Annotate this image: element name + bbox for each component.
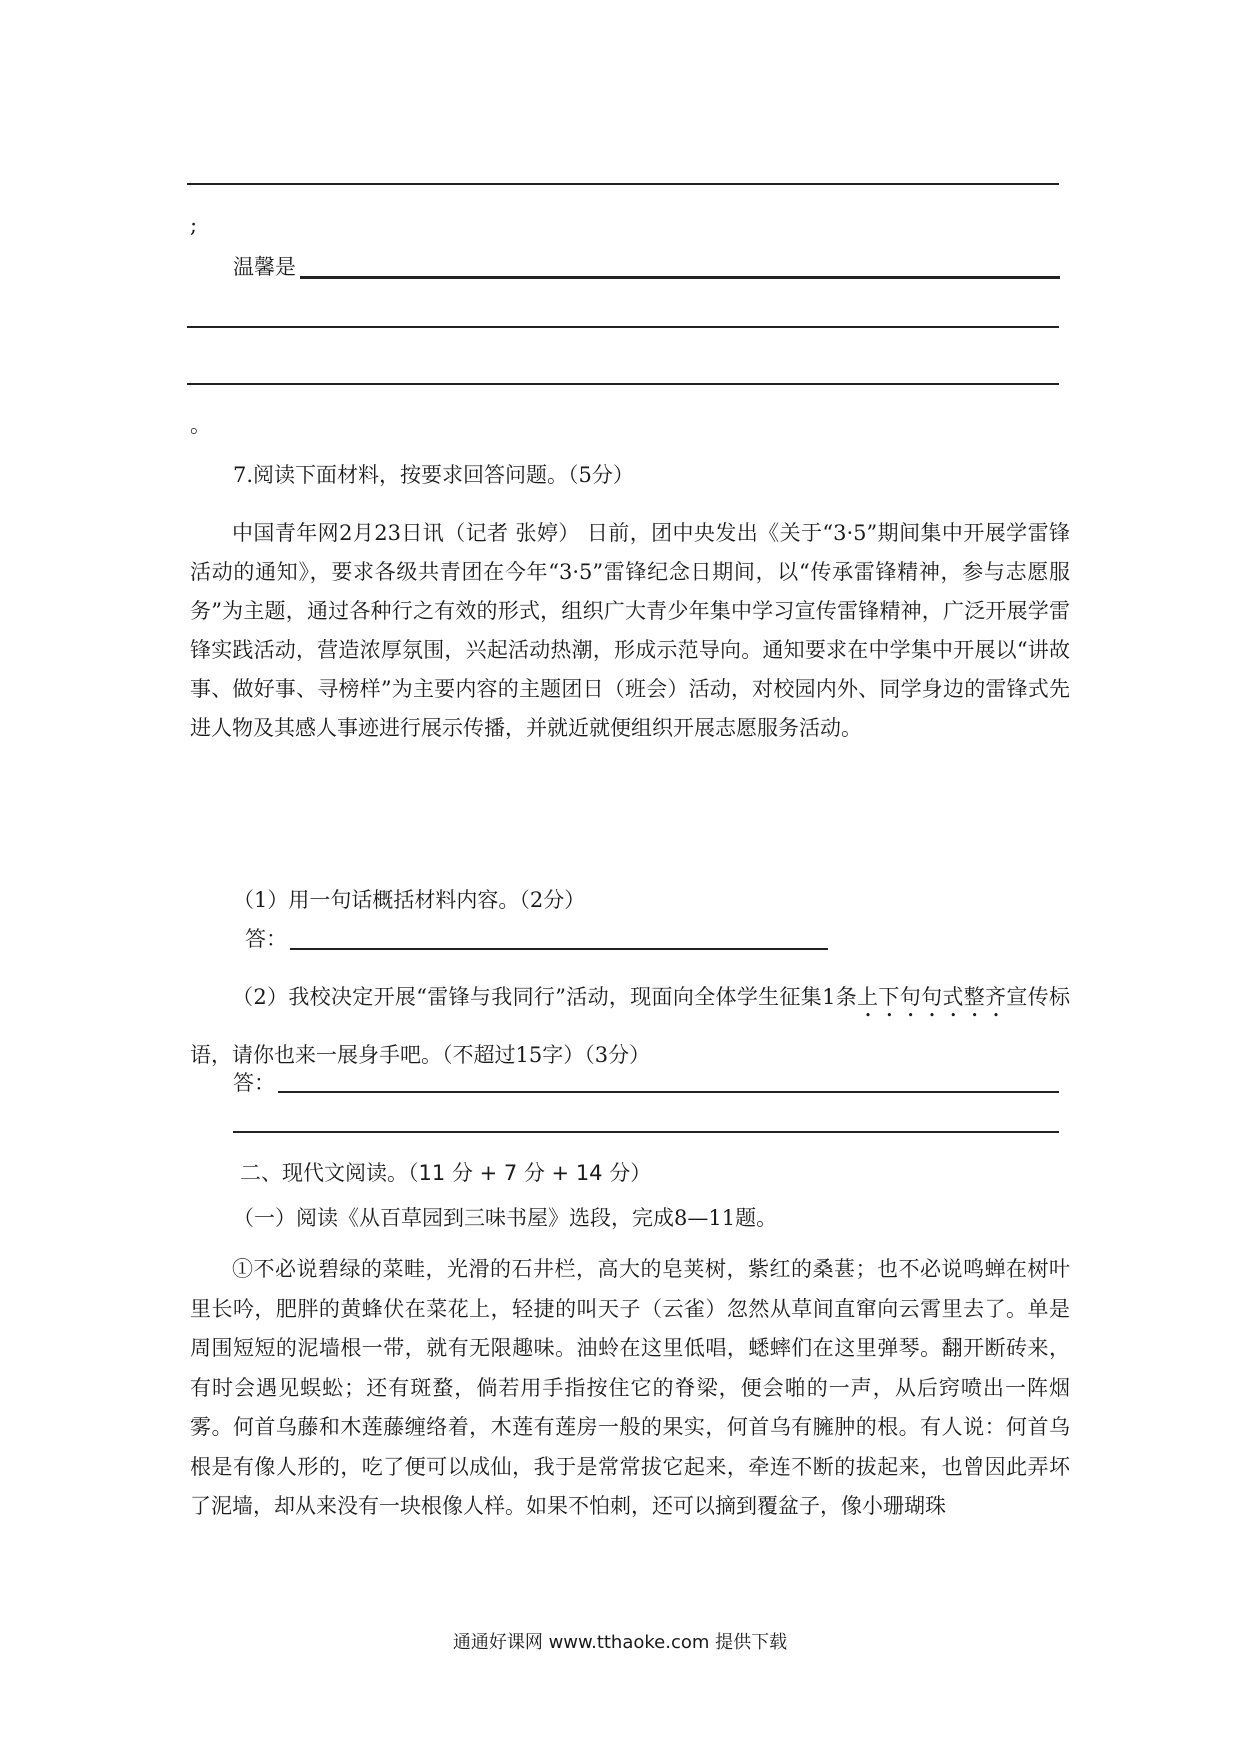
section-2-heading: 二、现代文阅读。（11 分 + 7 分 + 14 分） xyxy=(240,1161,652,1185)
sub2-text-before: （2）我校决定开展“雷锋与我同行”活动，现面向全体学生征集1条 xyxy=(232,985,858,1009)
answer-line-sub2 xyxy=(233,1131,1059,1133)
question-7-title: 7.阅读下面材料，按要求回答问题。（5分） xyxy=(233,463,634,487)
answer-line-sub2 xyxy=(278,1091,1059,1093)
passage-text: ①不必说碧绿的菜畦，光滑的石井栏，高大的皂荚树，紫红的桑葚；也不必说鸣蝉在树叶里长吟，肥胖的黄蜂伏在菜花上，轻捷的叫天子（云雀）忽然从草间直窜向云霄里去了。单是周围短短的泥墙根一带，就有无限趣味。油蛉在这里低唱，蟋蟀们在这里弹琴。翻开断砖来，有时会遇见蜈蚣；还有斑蝥，倘若用手指按住它的脊梁，便会啪的一声，从后窍喷出一阵烟雾。何首乌藤和木莲藤缠络着，木莲有莲房一般的果实，何首乌有臃肿的根。有人说：何首乌根是有像人形的，吃了便可以成仙，我于是常常拔它起来，牵连不断的拔起来，也曾因此弄坏了泥墙，却从来没有一块根像人样。如果不怕刺，还可以摘到覆盆子，像小珊瑚珠 xyxy=(190,1257,1070,1518)
question-7-material xyxy=(190,514,1070,748)
answer-line xyxy=(187,326,1059,328)
period: 。 xyxy=(190,413,211,437)
semicolon: ; xyxy=(190,213,198,237)
page-footer: 通通好课网 www.tthaoke.com 提供下载 xyxy=(452,1632,788,1653)
reading-passage xyxy=(190,1250,1070,1527)
answer-line xyxy=(187,383,1059,385)
answer-line xyxy=(300,276,1060,279)
answer-label: 答： xyxy=(245,927,287,951)
sub2-emphasis: 上下句句式整齐 xyxy=(857,985,1007,1009)
question-7-sub1: （1）用一句话概括材料内容。（2分） xyxy=(233,888,586,912)
answer-line xyxy=(187,183,1059,185)
warmth-label: 温馨是 xyxy=(233,255,296,279)
sub2-text-after: 宣传标语，请你也来一展身手吧。（不超过15字）（3分） xyxy=(190,985,1070,1067)
question-7-sub2 xyxy=(190,968,1070,1084)
answer-label: 答： xyxy=(233,1071,275,1095)
material-text: 中国青年网2月23日讯（记者 张婷） 日前，团中央发出《关于“3·5”期间集中开展学雷锋活动的通知》，要求各级共青团在今年“3·5”雷锋纪念日期间，以“传承雷锋精神，参与志愿服务”为主题，通过各种行之有效的形式，组织广大青少年集中学习宣传雷锋精神，广泛开展学雷锋实践活动，营造浓厚氛围，兴起活动热潮，形成示范导向。通知要求在中学集中开展以“讲故事、做好事、寻榜样”为主要内容的主题团日（班会）活动，对校园内外、同学身边的雷锋式先进人物及其感人事迹进行展示传播，并就近就便组织开展志愿服务活动。 xyxy=(190,521,1070,740)
section-2-part1: （一）阅读《从百草园到三味书屋》选段，完成8—11题。 xyxy=(233,1206,778,1230)
answer-line-sub1 xyxy=(290,948,828,950)
